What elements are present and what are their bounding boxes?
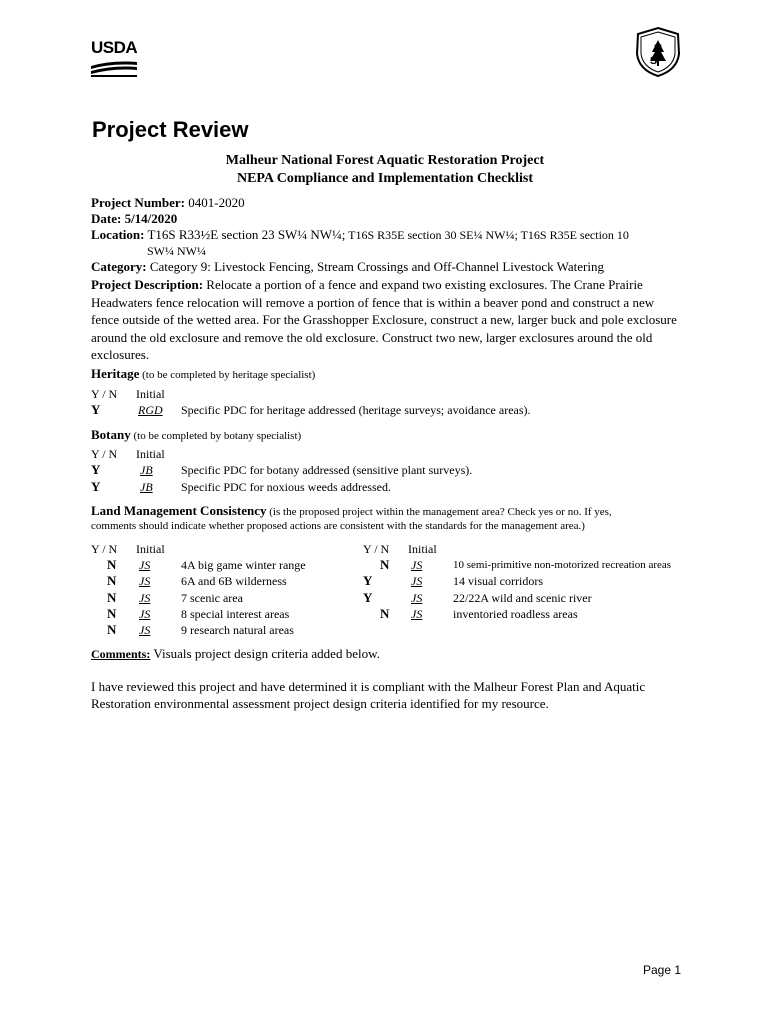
checklist-subtitle: NEPA Compliance and Implementation Checklist [236,171,534,186]
lm-initial: JS [139,558,151,572]
location-value-b: T16S R35E section 30 SE¼ NW¼; T16S R35E section 10 [345,228,629,242]
botany-text: Specific PDC for noxious weeds addressed. [181,480,391,494]
lm-text: 9 research natural areas [181,623,294,637]
botany-note: (to be completed by botany specialist) [130,430,302,442]
reviewer-statement: I have reviewed this project and have determined it is compliant with the Malheur Forest Plan and Aquatic Restoration environmental assessment project design criteria identified for my resource. [91,679,646,711]
lm-text: 4A big game winter range [181,558,306,572]
usda-logo-text: USDA [91,38,138,57]
lm-yn: N [107,606,117,621]
lm-initial: JS [411,574,423,588]
botany-heading [91,427,301,444]
lm-left-initial-header: Initial [136,542,165,556]
page-number: Page 1 [643,963,682,977]
page-title: Project Review [92,117,249,142]
project-number-value: 0401-2020 [184,195,245,210]
heritage-heading-label: Heritage [91,366,140,381]
description-value: Relocate a portion of a fence and expand two existing exclosures. The Crane Prairie Headwaters fence relocation will remove a portion of fence that is within a beaver pond and construct a new fence outside of the wetted area. For the Grasshopper Exclosure, construct a new, larger buck and pole exclosure around the old exclosure and remove the old exclosure. Construct two new, larger exclosures around the old exclosures. [91,277,677,362]
project-number [91,195,245,211]
project-date: Date: 5/14/2020 [91,211,178,226]
lm-yn: Y [363,590,373,605]
project-location [91,227,629,243]
location-value-c: SW¼ NW¼ [147,244,206,258]
heritage-heading [91,366,315,383]
lm-text: 22/22A wild and scenic river [453,591,592,605]
lm-initial: JS [139,623,151,637]
botany-text: Specific PDC for botany addressed (sensitive plant surveys). [181,463,473,477]
project-number-label: Project Number: [91,195,185,210]
location-label: Location: [91,227,145,242]
lm-initial: JS [411,558,423,572]
heritage-yn-header: Y / N [91,387,118,401]
lm-yn: N [380,606,390,621]
heritage-text: Specific PDC for heritage addressed (heritage surveys; avoidance areas). [181,403,531,417]
heritage-initial: RGD [138,403,163,417]
comments-value: Visuals project design criteria added below. [150,646,380,661]
category-label: Category: [91,259,147,274]
lm-yn: Y [363,573,373,588]
comments [91,646,380,662]
lm-text: 10 semi-primitive non-motorized recreation areas [453,559,672,571]
lm-yn: N [107,622,117,637]
location-value-a: T16S R33½E section 23 SW¼ NW¼; [144,227,346,242]
category-value: Category 9: Livestock Fencing, Stream Crossings and Off-Channel Livestock Watering [146,259,604,274]
land-management-note-1: (is the proposed project within the management area? Check yes or no. If yes, [266,506,612,518]
badge-letters: U S [649,43,671,67]
botany-yn-header: Y / N [91,447,118,461]
land-management-heading-label: Land Management Consistency [91,503,267,518]
lm-yn: N [107,573,117,588]
lm-initial: JS [139,591,151,605]
land-management-note-2: comments should indicate whether proposed actions are consistent with the standards for the management area.) [91,520,585,532]
comments-label: Comments: [91,647,151,661]
botany-initial: JB [140,463,153,477]
lm-text: 6A and 6B wilderness [181,574,287,588]
lm-right-yn-header: Y / N [363,542,390,556]
heritage-initial-header: Initial [136,387,165,401]
lm-text: 7 scenic area [181,591,243,605]
lm-text: inventoried roadless areas [453,607,578,621]
botany-heading-label: Botany [91,427,131,442]
usda-logo-swoosh [91,58,139,78]
description-label: Project Description: [91,277,204,292]
heritage-note: (to be completed by heritage specialist) [139,369,316,381]
botany-yn: Y [91,479,101,494]
lm-initial: JS [411,591,423,605]
project-description [91,276,681,364]
heritage-yn: Y [91,402,101,417]
botany-initial-header: Initial [136,447,165,461]
lm-yn: N [107,557,117,572]
project-subtitle: Malheur National Forest Aquatic Restoration Project [225,153,545,168]
forest-service-badge [633,26,683,78]
lm-initial: JS [139,607,151,621]
lm-initial: JS [411,607,423,621]
usda-logo [91,38,139,78]
lm-yn: N [380,557,390,572]
lm-text: 14 visual corridors [453,574,543,588]
lm-right-initial-header: Initial [408,542,437,556]
lm-yn: N [107,590,117,605]
lm-initial: JS [139,574,151,588]
botany-yn: Y [91,462,101,477]
botany-initial: JB [140,480,153,494]
lm-text: 8 special interest areas [181,607,290,621]
project-category [91,259,604,275]
lm-left-yn-header: Y / N [91,542,118,556]
